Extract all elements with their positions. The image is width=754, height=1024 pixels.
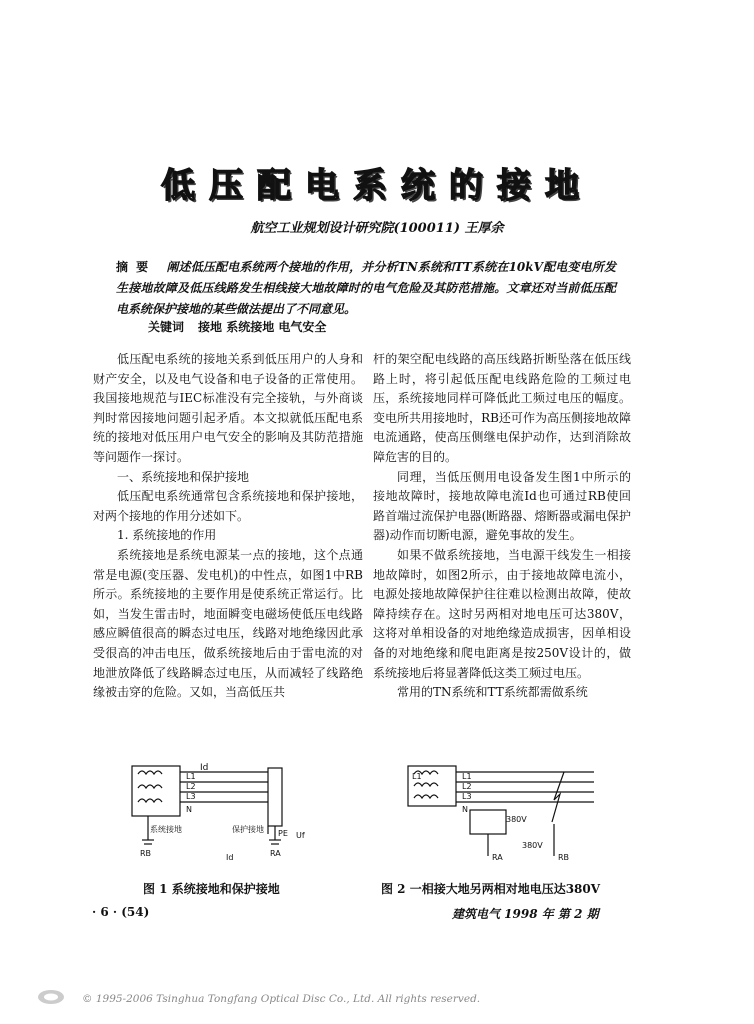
figure-2-diagram [404,760,604,870]
fig1-label-l1: L1 [186,772,196,781]
fig1-label-rb: RB [140,849,152,858]
paragraph: 如果不做系统接地，当电源干线发生一相接地故障时，如图2所示，由于接地故障电流小，电源处接地故障保护往往难以检测出故障，使故障持续存在。这时另两相对地电压可达380V，这将对单相设备的对地绝缘造成损害，因单相设备的对地绝缘和爬电距离是按250V设计的，做系统接地后将显著降低这类工频过电压。 [373,547,631,680]
fig1-label-l2: L2 [186,782,196,791]
transformer-box [132,766,180,816]
paragraph: 低压配电系统通常包含系统接地和保护接地，对两个接地的作用分述如下。 [93,489,363,523]
keywords-label: 关键词 [148,320,185,334]
figure-1-caption: 图 1 系统接地和保护接地 [143,882,280,896]
paragraph: 低压配电系统的接地关系到低压用户的人身和财产安全，以及电气设备和电子设备的正常使用。我国接地规范与IEC标准没有完全接轨，与外商谈判时常因接地问题引起矛盾。本文拟就低压配电系统的接地对低压用户电气安全的影响及其防范措施等问题作一探讨。 [93,352,363,464]
keywords-text: 接地 系统接地 电气安全 [198,320,327,334]
fig2-label-rb: RB [558,853,570,862]
transformer-coils [138,771,162,802]
fig2-label-380v-b: 380V [522,841,543,850]
publisher-logo-icon [36,988,66,1006]
fig1-label-pe: PE [278,829,288,838]
copyright-notice: © 1995-2006 Tsinghua Tongfang Optical Disc Co., Ltd. All rights reserved. [82,993,481,1005]
fig2-label-ra: RA [492,853,503,862]
journal-info: 建筑电气 1998 年 第 2 期 [452,907,599,921]
fig2-label-l3: L3 [462,792,472,801]
paragraph: 常用的TN系统和TT系统都需做系统 [397,685,588,700]
fig2-label-l1b: L1 [462,772,472,781]
figure-2-caption: 图 2 一相接大地另两相对地电压达380V [381,882,601,896]
fig1-label-ra: RA [270,849,281,858]
right-column [373,350,631,703]
page-title: 低压配电系统的接地 [161,166,593,206]
abstract-label: 摘要 [116,260,157,274]
fig1-label-sys-ground: 系统接地 [150,825,182,834]
subsection-heading: 1. 系统接地的作用 [117,528,217,543]
fig1-label-prot-ground: 保护接地 [232,825,264,834]
section-heading: 一、系统接地和保护接地 [117,469,250,484]
abstract [116,257,616,320]
abstract-text: 阐述低压配电系统两个接地的作用，并分析TN系统和TT系统在10kV配电变电所发生接地故障及低压线路发生相线接大地故障时的电气危险及其防范措施。文章还对当前低压配电系统保护接地的某些做法提出了不同意见。 [116,260,616,316]
keywords [148,318,326,335]
fig2-label-l1: L1 [412,772,422,781]
fault-arrow [552,772,564,822]
fig2-label-n: N [462,805,468,814]
figure-1-diagram [128,760,328,870]
author-affiliation: 航空工业规划设计研究院(100011) 王厚余 [250,221,504,236]
load-box [470,810,506,834]
fig1-label-n: N [186,805,192,814]
fig1-label-uf: Uf [296,831,305,840]
load-equipment [268,768,282,826]
paragraph: 同理，当低压侧用电设备发生图1中所示的接地故障时，接地故障电流Id也可通过RB使回路首端过流保护电器(断路器、熔断器或漏电保护器)动作而切断电源，避免事故的发生。 [373,469,631,543]
page-number: · 6 · (54) [92,905,150,919]
paragraph: 系统接地是系统电源某一点的接地，这个点通常是电源(变压器、发电机)的中性点，如图1中RB所示。系统接地的主要作用是使系统正常运行。比如，当发生雷击时，地面瞬变电磁场使低压电线路感应瞬值很高的瞬态过电压，线路对地绝缘因此承受很高的冲击电压，做系统接地后由于雷电流的对地泄放降低了线路瞬态过电压，从而减轻了线路绝缘被击穿的危险。又如，当高低压共 [93,547,363,700]
left-column [93,350,363,703]
fig1-label-l3: L3 [186,792,196,801]
fig1-label-id: Id [200,763,209,773]
paragraph: 杆的架空配电线路的高压线路折断坠落在低压线路上时，将引起低压配电线路危险的工频过电压，系统接地同样可降低此工频过电压的幅度。变电所共用接地时，RB还可作为高压侧接地故障电流通路，使高压侧继电保护动作，达到消除故障危害的目的。 [373,352,631,464]
fig2-label-l2: L2 [462,782,472,791]
fig2-label-380v-a: 380V [506,815,527,824]
fig1-label-id2: Id [226,853,234,862]
